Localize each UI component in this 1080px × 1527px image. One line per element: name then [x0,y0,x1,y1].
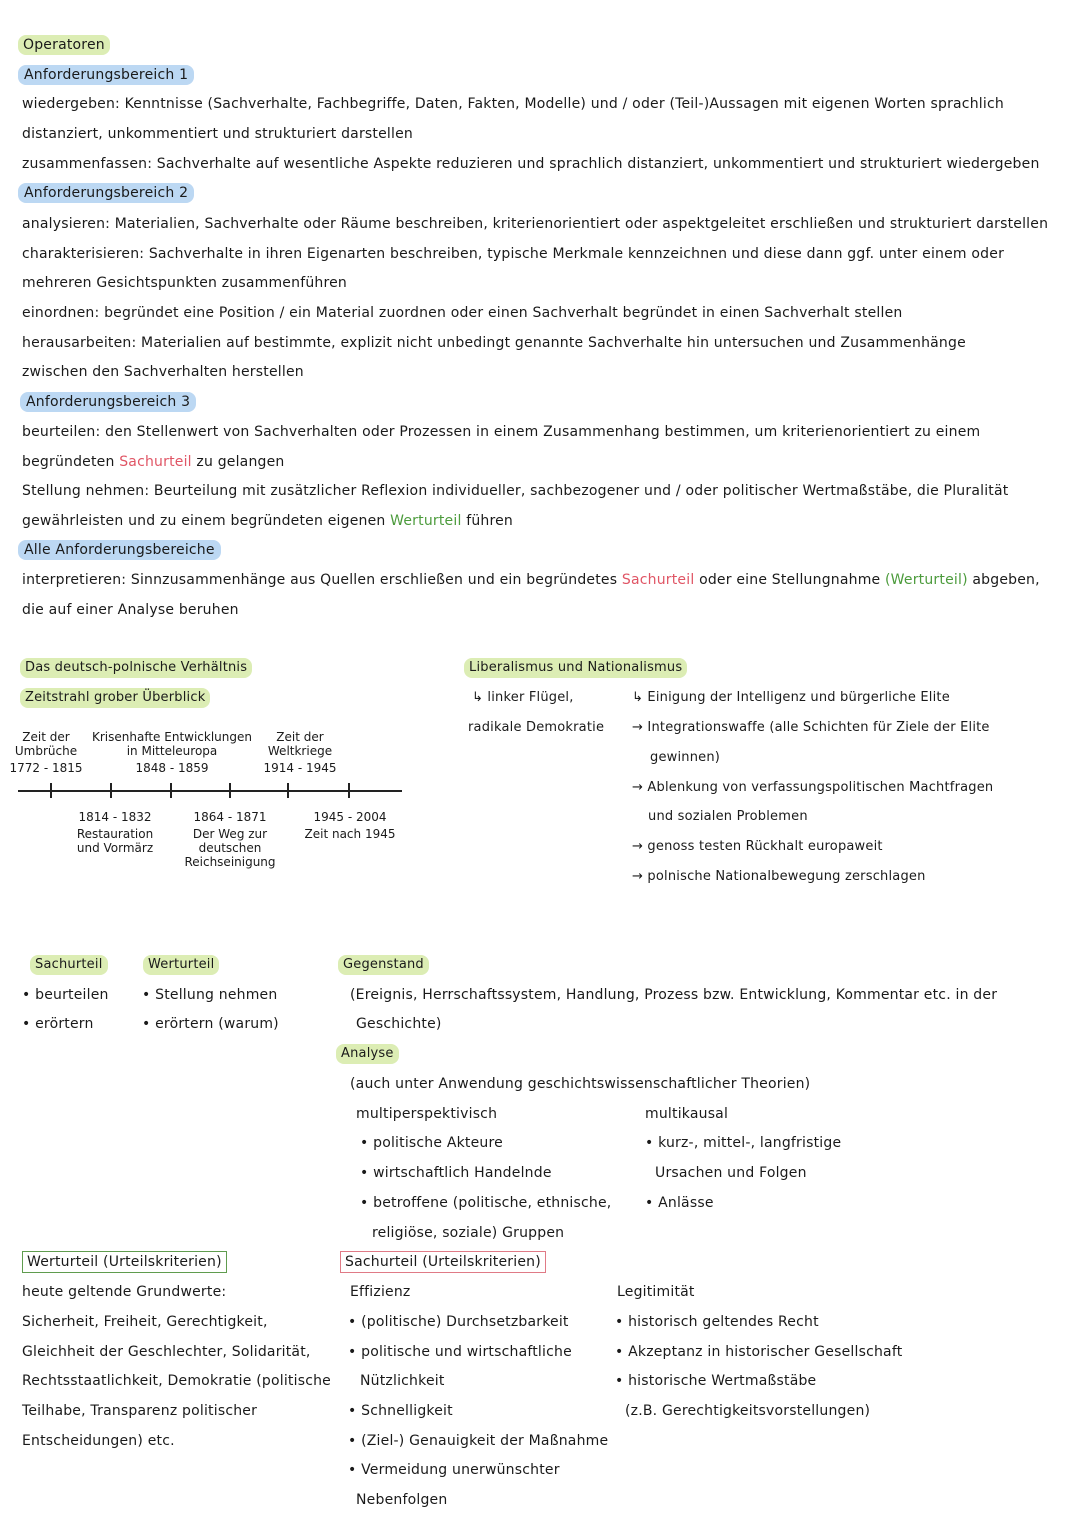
text-line: ↳ linker Flügel, [472,690,574,705]
list-item: • betroffene (politische, ethnische, [360,1195,612,1211]
list-item: religiöse, soziale) Gruppen [372,1225,565,1241]
list-item: • erörtern [22,1016,94,1032]
text-line: und sozialen Problemen [648,809,808,824]
subheading: multiperspektivisch [356,1106,498,1122]
section-heading-ab1: Anforderungsbereich 1 [18,65,194,85]
text-line: Sicherheit, Freiheit, Gerechtigkeit, [22,1314,268,1330]
timeline-tick [348,783,350,798]
text-line: (auch unter Anwendung geschichtswissenschaftlicher Theorien) [350,1076,811,1092]
text-line [22,452,285,472]
text-line: Teilhabe, Transparenz politischer [22,1403,258,1419]
timeline-label: 1945 - 2004 Zeit nach 1945 [304,810,396,841]
text-line: einordnen: begründet eine Position / ein Material zuordnen oder einen Sachverhalt begründet in einen Sachverhalt stellen [22,305,903,321]
list-item: Nützlichkeit [360,1373,445,1389]
text: oder eine Stellungnahme [694,572,886,588]
timeline-tick [170,783,172,798]
list-item: • wirtschaftlich Handelnde [360,1165,552,1181]
text-line: zusammenfassen: Sachverhalte auf wesentliche Aspekte reduzieren und sprachlich distanziert, unkommentiert und strukturiert wiedergeben [22,156,1040,172]
section-heading-liberalismus: Liberalismus und Nationalismus [464,658,687,678]
text-line: distanziert, unkommentiert und strukturiert darstellen [22,126,413,142]
text-line: die auf einer Analyse beruhen [22,602,239,618]
text-line: (Ereignis, Herrschaftssystem, Handlung, Prozess bzw. Entwicklung, Kommentar etc. in der [350,987,998,1003]
text-line: wiedergeben: Kenntnisse (Sachverhalte, Fachbegriffe, Daten, Fakten, Modelle) und / oder (Teil-)Aussagen mit eigenen Worten sprachlich [22,96,1004,112]
text-line [22,511,513,531]
list-item: Nebenfolgen [356,1492,448,1508]
list-item: • (politische) Durchsetzbarkeit [348,1314,569,1330]
page-title: Operatoren [18,35,110,55]
subheading: Legitimität [617,1284,695,1300]
text: begründeten [22,454,120,470]
timeline-label: Zeit der Umbrüche 1772 - 1815 [9,730,83,775]
subheading: multikausal [645,1106,729,1122]
text-line: radikale Demokratie [468,720,605,735]
text-line [22,570,1040,590]
timeline-label: Krisenhafte Entwicklungen in Mitteleuropa 1848 - 1859 [92,730,252,775]
section-heading-verhaeltnis: Das deutsch-polnische Verhältnis [20,658,252,678]
list-item: Ursachen und Folgen [655,1165,807,1181]
section-heading-ab3: Anforderungsbereich 3 [20,392,196,412]
list-item: • Vermeidung unerwünschter [348,1462,560,1478]
text-line: charakterisieren: Sachverhalte in ihren Eigenarten beschreiben, typische Merkmale kennzeichnen und diese dann ggf. unter einem oder [22,246,1005,262]
text-line: zwischen den Sachverhalten herstellen [22,364,304,380]
timeline-label: Zeit der Weltkriege 1914 - 1945 [263,730,337,775]
list-item: • (Ziel-) Genauigkeit der Maßnahme [348,1433,609,1449]
text-line: heute geltende Grundwerte: [22,1284,227,1300]
text-line: beurteilen: den Stellenwert von Sachverhalten oder Prozessen in einem Zusammenhang bestimmen, um kriterienorientiert zu einem [22,424,981,440]
werturteil-kriterien-heading: Werturteil (Urteilskriterien) [22,1251,227,1273]
text-line: analysieren: Materialien, Sachverhalte oder Räume beschreiben, kriterienorientiert oder aspektgeleitet erschließen und strukturiert darstellen [22,216,1049,232]
timeline-label: 1814 - 1832 Restauration und Vormärz [76,810,154,855]
text-line: herausarbeiten: Materialien auf bestimmte, explizit nicht unbedingt genannte Sachverhalte hin untersuchen und Zusammenhänge [22,335,966,351]
list-item: • Schnelligkeit [348,1403,453,1419]
list-item: • Akzeptanz in historischer Gesellschaft [615,1344,903,1360]
text-line: → genoss testen Rückhalt europaweit [632,839,883,854]
sachurteil-kriterien-heading: Sachurteil (Urteilskriterien) [340,1251,546,1273]
text-line: Entscheidungen) etc. [22,1433,175,1449]
list-item: • beurteilen [22,987,109,1003]
timeline-tick [287,783,289,798]
list-item: • politische Akteure [360,1135,503,1151]
text-line: gewinnen) [650,750,721,765]
list-item: • politische und wirtschaftliche [348,1344,572,1360]
text-line: → Integrationswaffe (alle Schichten für Ziele der Elite [632,720,990,735]
list-item: • Anlässe [645,1195,714,1211]
section-heading-alle: Alle Anforderungsbereiche [18,540,221,560]
text-line: Rechtsstaatlichkeit, Demokratie (politische [22,1373,331,1389]
analyse-heading: Analyse [336,1044,399,1064]
sachurteil-heading: Sachurteil [30,955,108,975]
text: abgeben, [967,572,1040,588]
list-item: • kurz-, mittel-, langfristige [645,1135,842,1151]
text-line: ↳ Einigung der Intelligenz und bürgerliche Elite [632,690,950,705]
timeline-label: 1864 - 1871 Der Weg zur deutschen Reichseinigung [184,810,276,869]
text-line: → polnische Nationalbewegung zerschlagen [632,869,926,884]
sachurteil-term: Sachurteil [621,572,695,588]
werturteil-term: Werturteil [390,513,462,529]
list-item: (z.B. Gerechtigkeitsvorstellungen) [625,1403,871,1419]
section-heading-ab2: Anforderungsbereich 2 [18,183,194,203]
werturteil-term: (Werturteil) [885,572,968,588]
text-line: Gleichheit der Geschlechter, Solidarität, [22,1344,311,1360]
gegenstand-heading: Gegenstand [338,955,429,975]
timeline-tick [50,783,52,798]
subheading: Effizienz [350,1284,411,1300]
timeline-axis [18,790,402,792]
text: interpretieren: Sinnzusammenhänge aus Quellen erschließen und ein begründetes [22,572,622,588]
text: führen [461,513,514,529]
timeline-tick [110,783,112,798]
text-line: mehreren Gesichtspunkten zusammenführen [22,275,348,291]
text-line: Stellung nehmen: Beurteilung mit zusätzlicher Reflexion individueller, sachbezogener und / oder politischer Wertmaßstäbe, die Pluralität [22,483,1009,499]
text: gewährleisten und zu einem begründeten eigenen [22,513,391,529]
werturteil-heading: Werturteil [143,955,219,975]
list-item: • historisch geltendes Recht [615,1314,819,1330]
text-line: → Ablenkung von verfassungspolitischen Machtfragen [632,780,994,795]
sachurteil-term: Sachurteil [119,454,192,470]
list-item: • Stellung nehmen [142,987,278,1003]
section-subheading-timeline: Zeitstrahl grober Überblick [20,688,210,708]
list-item: • historische Wertmaßstäbe [615,1373,817,1389]
list-item: • erörtern (warum) [142,1016,279,1032]
timeline-tick [229,783,231,798]
text: zu gelangen [191,454,285,470]
text-line: Geschichte) [356,1016,442,1032]
